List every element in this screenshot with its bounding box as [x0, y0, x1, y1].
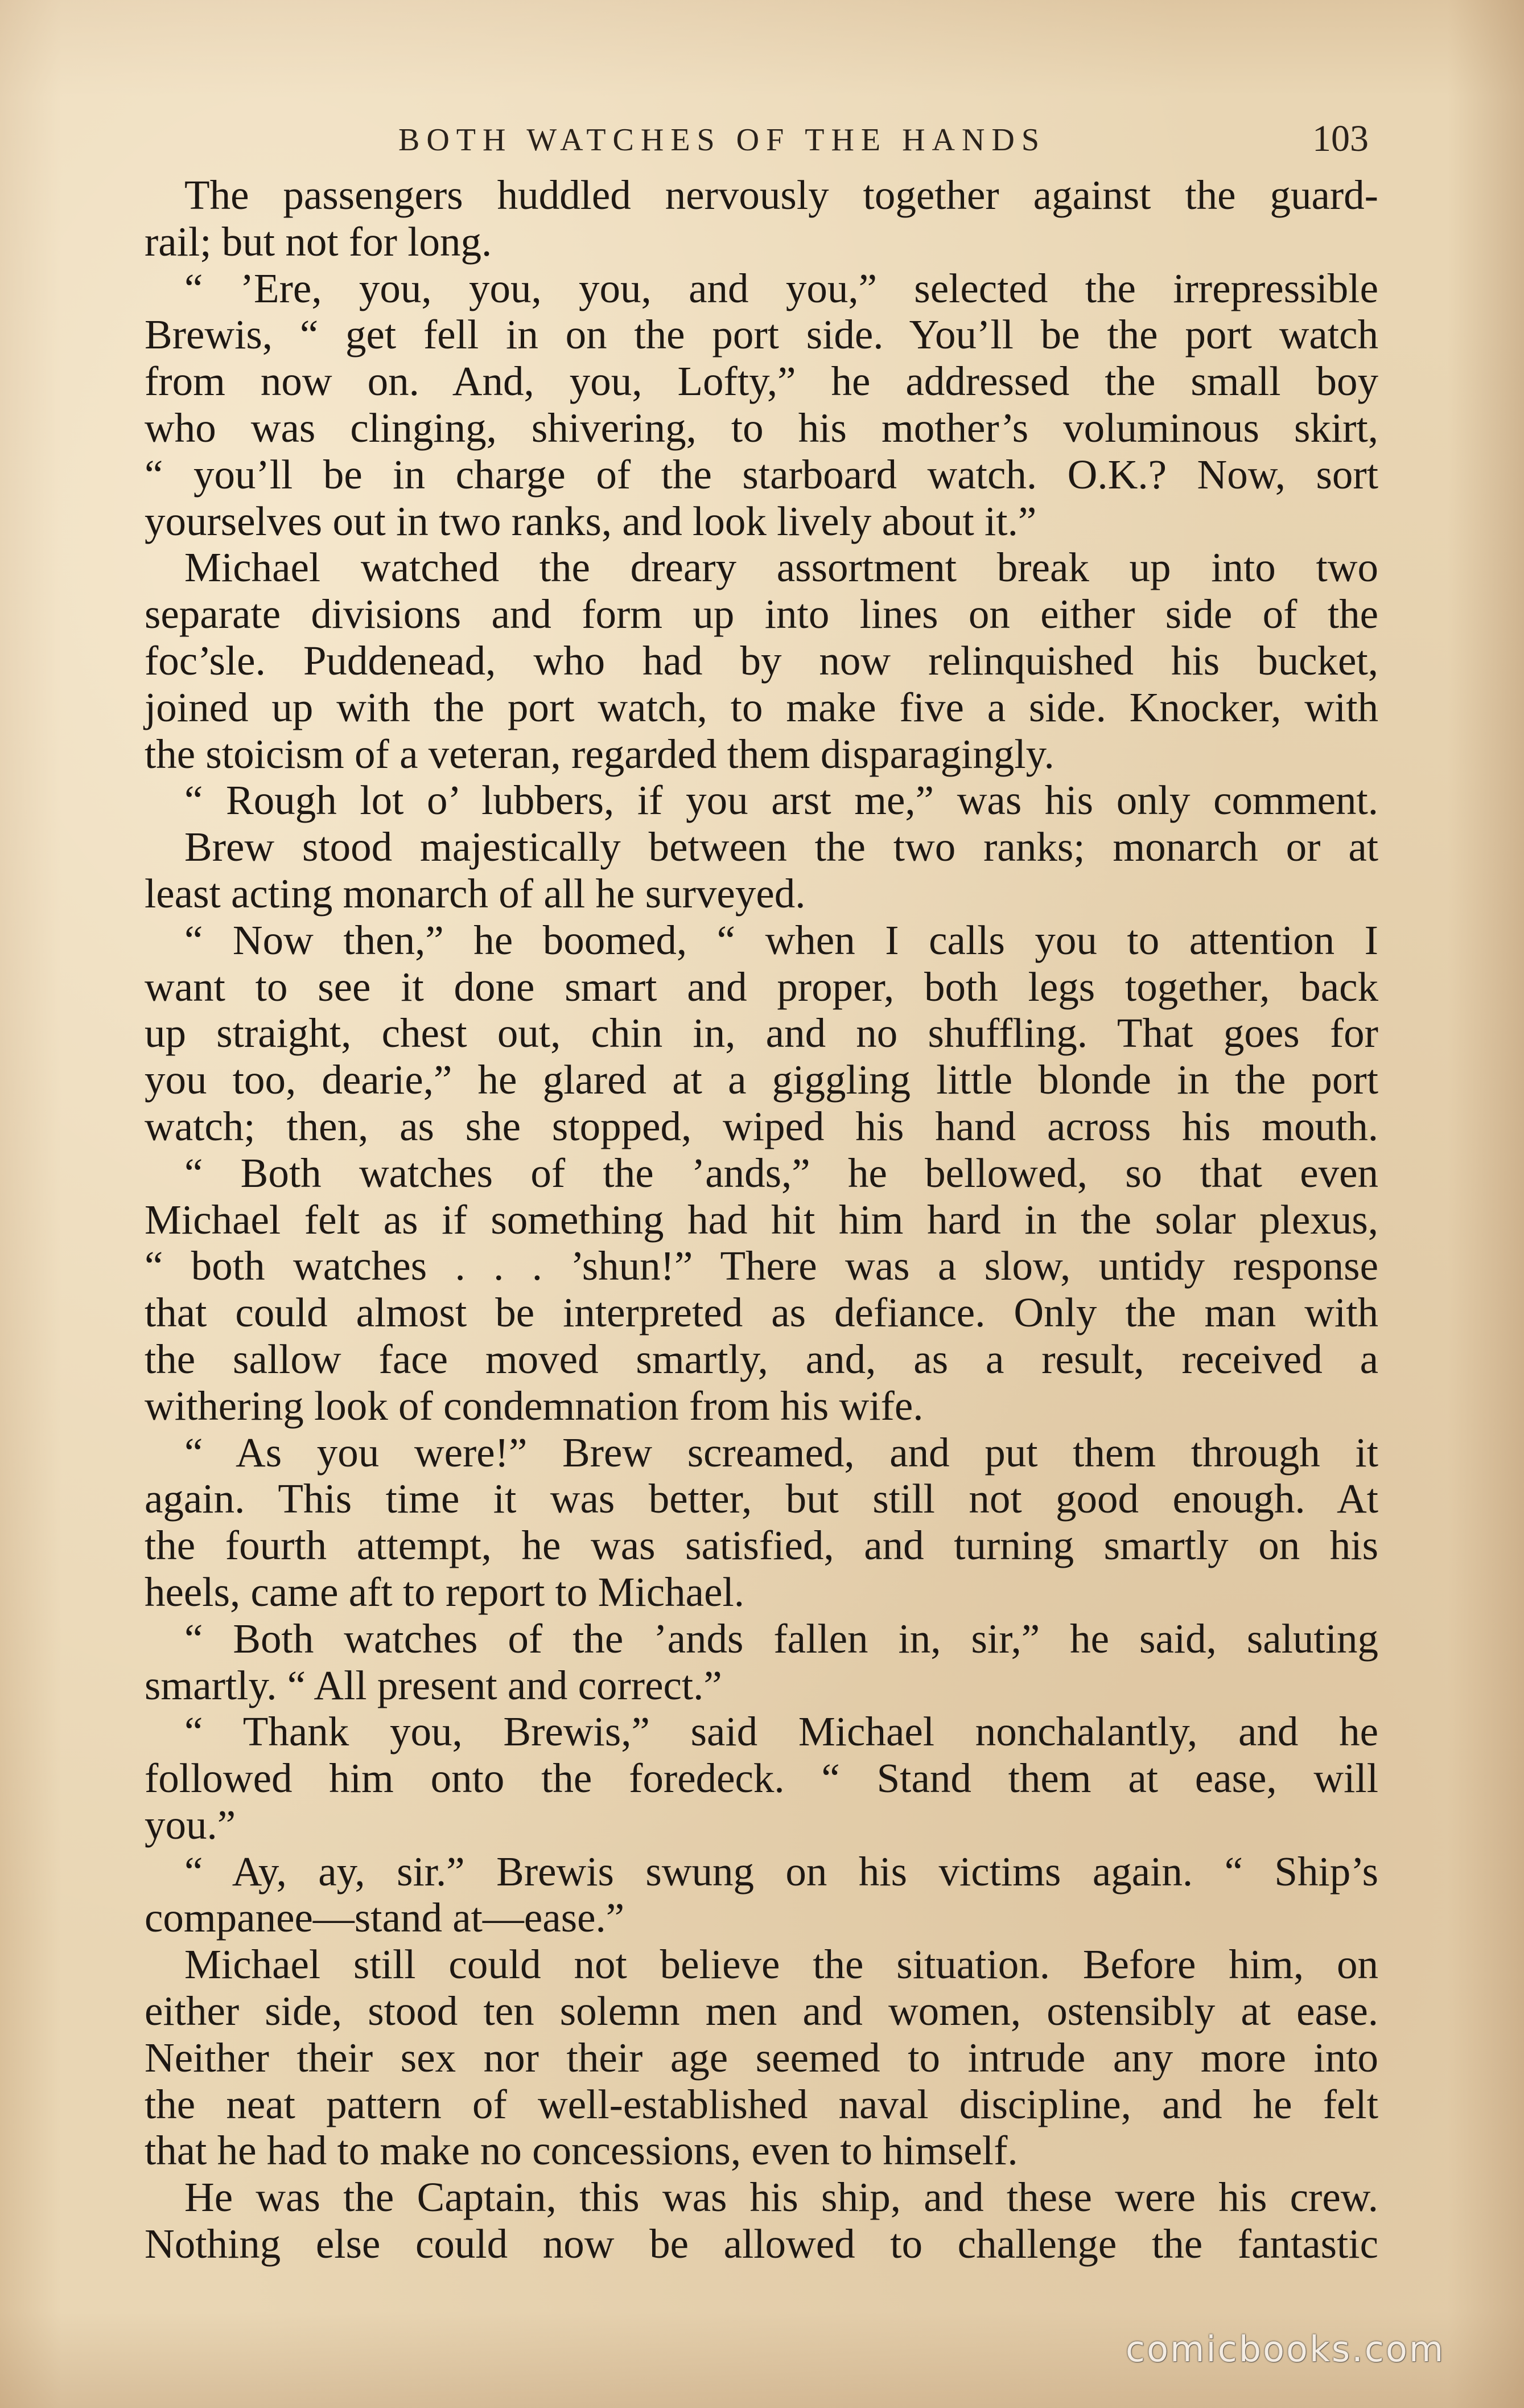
- text-line: Michael felt as if something had hit him hard in the solar plexus,: [145, 1196, 1378, 1243]
- text-line: the neat pattern of well-established naval discipline, and he felt: [145, 2081, 1378, 2127]
- text-line: “ ’Ere, you, you, you, and you,” selected the irrepressible: [184, 265, 1378, 311]
- text-line: watch; then, as she stopped, wiped his hand across his mouth.: [145, 1103, 1378, 1149]
- text-line: the fourth attempt, he was satisfied, and turning smartly on his: [145, 1522, 1378, 1569]
- text-line: followed him onto the foredeck. “ Stand them at ease, will: [145, 1755, 1378, 1802]
- text-line: “ Now then,” he boomed, “ when I calls you to attention I: [184, 917, 1378, 963]
- body-text: [145, 172, 1378, 2267]
- text-line: “ both watches . . . ’shun!” There was a slow, untidy response: [145, 1243, 1378, 1289]
- text-line: the stoicism of a veteran, regarded them disparagingly.: [145, 730, 1055, 777]
- text-line: “ As you were!” Brew screamed, and put them through it: [184, 1429, 1378, 1476]
- text-line: you.”: [145, 1801, 236, 1848]
- text-line: “ Thank you, Brewis,” said Michael nonchalantly, and he: [184, 1708, 1378, 1755]
- text-line: Nothing else could now be allowed to challenge the fantastic: [145, 2221, 1378, 2267]
- text-line: Brew stood majestically between the two ranks; monarch or at: [184, 824, 1378, 870]
- text-line: foc’sle. Puddenead, who had by now relinquished his bucket,: [145, 637, 1378, 684]
- text-line: heels, came aft to report to Michael.: [145, 1568, 745, 1615]
- text-line: who was clinging, shivering, to his mother’s voluminous skirt,: [145, 404, 1378, 451]
- text-line: separate divisions and form up into lines on either side of the: [145, 591, 1378, 638]
- text-line: He was the Captain, this was his ship, and these were his crew.: [184, 2174, 1378, 2221]
- text-line: rail; but not for long.: [145, 218, 492, 265]
- text-line: that could almost be interpreted as defiance. Only the man with: [145, 1289, 1378, 1336]
- text-line: Neither their sex nor their age seemed to intrude any more into: [145, 2034, 1378, 2081]
- text-line: smartly. “ All present and correct.”: [145, 1662, 722, 1708]
- text-line: Brewis, “ get fell in on the port side. You’ll be the port watch: [145, 311, 1378, 358]
- text-line: “ Rough lot o’ lubbers, if you arst me,” was his only comment.: [184, 777, 1378, 824]
- text-line: up straight, chest out, chin in, and no shuffling. That goes for: [145, 1010, 1378, 1057]
- text-line: want to see it done smart and proper, both legs together, back: [145, 963, 1378, 1010]
- text-line: Michael still could not believe the situation. Before him, on: [184, 1941, 1378, 1988]
- text-line: withering look of condemnation from his wife.: [145, 1382, 924, 1429]
- text-line: the sallow face moved smartly, and, as a result, received a: [145, 1336, 1378, 1382]
- text-line: again. This time it was better, but still not good enough. At: [145, 1476, 1378, 1522]
- text-line: Michael watched the dreary assortment break up into two: [184, 544, 1378, 591]
- text-line: that he had to make no concessions, even to himself.: [145, 2127, 1018, 2174]
- text-line: yourselves out in two ranks, and look lively about it.”: [145, 498, 1037, 544]
- text-line: “ Both watches of the ’ands fallen in, sir,” he said, saluting: [184, 1615, 1378, 1662]
- text-line: “ you’ll be in charge of the starboard watch. O.K.? Now, sort: [145, 451, 1378, 498]
- watermark-logo: comicbooks.com: [1126, 2328, 1445, 2370]
- text-line: either side, stood ten solemn men and women, ostensibly at ease.: [145, 1988, 1378, 2035]
- text-line: from now on. And, you, Lofty,” he addressed the small boy: [145, 358, 1378, 405]
- text-line: “ Ay, ay, sir.” Brewis swung on his victims again. “ Ship’s: [184, 1848, 1378, 1895]
- running-head: BOTH WATCHES OF THE HANDS: [398, 122, 1047, 158]
- text-line: companee—stand at—ease.”: [145, 1895, 625, 1941]
- page-number: 103: [1312, 118, 1369, 159]
- text-line: you too, dearie,” he glared at a giggling little blonde in the port: [145, 1057, 1378, 1103]
- text-line: The passengers huddled nervously together against the guard-: [184, 172, 1378, 218]
- text-line: “ Both watches of the ’ands,” he bellowed, so that even: [184, 1149, 1378, 1196]
- text-line: joined up with the port watch, to make five a side. Knocker, with: [145, 684, 1378, 730]
- text-line: least acting monarch of all he surveyed.: [145, 870, 806, 917]
